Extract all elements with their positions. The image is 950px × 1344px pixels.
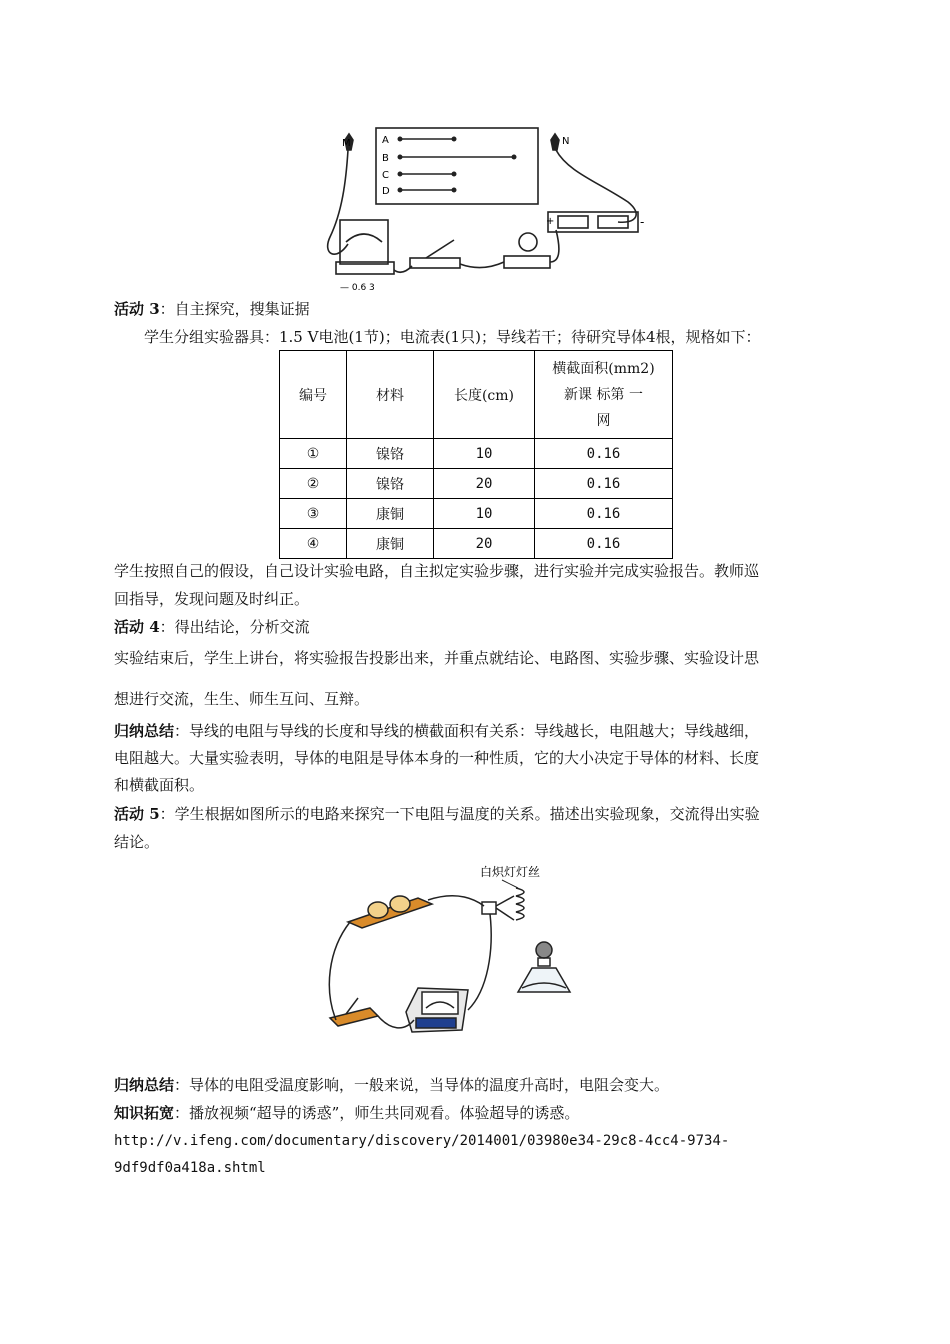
summary1-line <box>114 721 759 741</box>
table-cell: ③ <box>280 499 347 529</box>
table-cell: 镍铬 <box>347 469 434 499</box>
activity3-text: ：自主探究，搜集证据 <box>159 300 310 318</box>
table-row <box>280 499 673 529</box>
table-cell: 镍铬 <box>347 439 434 469</box>
minus-sign: - <box>640 215 645 229</box>
activity5-title: 活动 5 <box>114 805 160 823</box>
table-cell: ④ <box>280 529 347 559</box>
table-header: 横截面积(mm2) <box>552 360 655 377</box>
table-cell: 10 <box>434 439 535 469</box>
activity4-line: 想进行交流，生生、师生互问、互辩。 <box>114 690 370 708</box>
table-cell: 康铜 <box>347 499 434 529</box>
wire-label-c: C <box>382 170 389 181</box>
activity5-text: ：学生根据如图所示的电路来探究一下电阻与温度的关系。描述出实验现象，交流得出实验 <box>159 805 760 823</box>
summary1-text: ：导线的电阻与导线的长度和导线的横截面积有关系：导线越长，电阻越大；导线越细， <box>174 722 760 740</box>
summary2-line <box>114 1075 669 1095</box>
activity4-heading <box>114 617 310 637</box>
student-paragraph-line: 学生按照自己的假设，自己设计实验电路，自主拟定实验步骤，进行实验并完成实验报告。教师巡 <box>114 562 760 580</box>
table-header: 长度(cm) <box>434 351 535 439</box>
summary1-line: 电阻越大。大量实验表明，导体的电阻是导体本身的一种性质，它的大小决定于导体的材料、长度 <box>114 749 760 767</box>
table-header-note: 新课 标第 一 <box>564 386 643 403</box>
table-cell: 20 <box>434 529 535 559</box>
table-header: 材料 <box>347 351 434 439</box>
wire-label-a: A <box>382 135 389 146</box>
table-header: 编号 <box>280 351 347 439</box>
student-paragraph-line: 回指导，发现问题及时纠正。 <box>114 590 310 608</box>
table-row <box>280 469 673 499</box>
table-cell: 20 <box>434 469 535 499</box>
table-cell: ① <box>280 439 347 469</box>
table-cell: 康铜 <box>347 529 434 559</box>
table-cell: 0.16 <box>535 529 673 559</box>
knowledge-text: ：播放视频“超导的诱惑”，师生共同观看。体验超导的诱惑。 <box>174 1104 580 1122</box>
summary1-line: 和横截面积。 <box>114 776 205 794</box>
table-row <box>280 439 673 469</box>
activity4-title: 活动 4 <box>114 618 160 636</box>
activity4-text: ：得出结论，分析交流 <box>159 618 310 636</box>
wire-label-b: B <box>382 153 389 164</box>
activity3-heading <box>114 299 310 319</box>
knowledge-line <box>114 1103 579 1123</box>
label-n: N <box>562 136 570 147</box>
activity3-title: 活动 3 <box>114 300 160 318</box>
table-cell: 0.16 <box>535 469 673 499</box>
filament-label: 白炽灯灯丝 <box>480 865 541 879</box>
filament-circuit-figure <box>318 860 598 1056</box>
activity4-line: 实验结束后，学生上讲台，将实验报告投影出来，并重点就结论、电路图、实验步骤、实验设计思 <box>114 649 760 667</box>
summary1-title: 归纳总结 <box>114 722 175 740</box>
ammeter-scale: — 0.6 3 <box>340 283 375 293</box>
video-url-line[interactable]: http://v.ifeng.com/documentary/discovery/2014001/03980e34-29c8-4cc4-9734- <box>114 1133 730 1149</box>
video-url-line[interactable]: 9df9df0a418a.shtml <box>114 1160 266 1176</box>
table-cell: 0.16 <box>535 439 673 469</box>
label-m: M <box>342 138 351 149</box>
activity5-line: 结论。 <box>114 833 160 851</box>
table-cell: ② <box>280 469 347 499</box>
knowledge-title: 知识拓宽 <box>114 1104 175 1122</box>
activity5-line <box>114 804 760 824</box>
table-header-row <box>280 351 673 439</box>
wire-label-d: D <box>382 186 390 197</box>
table-row <box>280 529 673 559</box>
plus-sign: + <box>546 216 555 227</box>
activity3-materials: 学生分组实验器具：1.5 V电池(1节)；电流表(1只)；导线若干；待研究导体4根，规格如下： <box>144 328 761 346</box>
table-cell: 0.16 <box>535 499 673 529</box>
summary2-title: 归纳总结 <box>114 1076 175 1094</box>
conductor-spec-table <box>279 350 673 559</box>
summary2-text: ：导体的电阻受温度影响，一般来说，当导体的温度升高时，电阻会变大。 <box>174 1076 670 1094</box>
table-header-note: 网 <box>596 412 611 429</box>
table-cell: 10 <box>434 499 535 529</box>
table-header-area <box>535 351 673 439</box>
wire-board-circuit-figure <box>318 122 658 294</box>
